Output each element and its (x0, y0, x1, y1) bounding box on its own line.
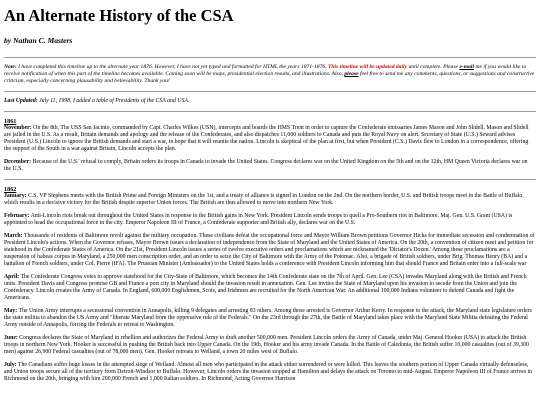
entry-month: February: (4, 213, 30, 219)
please-link[interactable]: please (344, 71, 359, 77)
divider (4, 179, 536, 180)
entry-text: Anti-Lincoln riots break out throughout the United States in response to the British gains in New York. President Lincoln sends troops to quell a Pro-Southern riot in Baltimore. Maj. Gen. U.S. Grant (USA) is appointed to head the occupational force in the city. Emperor Napoleon III of France, a Confederate supporter and British ally, declares war on the U.S. (4, 213, 513, 226)
entry-text: C.S. VP Stephens meets with the British Prime and Foreign Ministers on the 1st, and a treaty of alliance is signed in London on the 2nd. On the northern border, U.S. and British troops meet in the Battle of Buffalo, which results in a decisive victory for the British despite superior Union forces. The British are thus allowed to move into northern New York. (4, 193, 524, 206)
note-text-3: me if you would like to receive notification of when this part of the timeline becomes available. Coming soon will be maps, presidential election results, and illustrations. Also, (4, 64, 527, 77)
timeline-entry (4, 233, 536, 268)
divider (4, 91, 536, 92)
year-heading: 1861 (4, 118, 17, 125)
entry-text: On the 8th, The USS San Jacinto, commanded by Capt. Charles Wilkes (USN), intercepts and boards the HMS Trent in order to capture the Confederate emissaries James Mason and John Slidell. Mason and Slidell are jailed in the U.S. As a result, Britain demands and apology and the release of the Confederates, and also dispatches 11,000 soldiers to Canada and puts the Royal Navy on alert. Secretary of State (U.S.) Seward advises President (U.S.) Lincoln to ignore the British demands and start a war, in hope that it will reunite the nation. Lincoln is skeptical of the plan at first, but when President (C.S.) Davis flew to London in a correspondence, offering the support of the South in a war against Britain, Lincoln accepts the plan. (4, 125, 529, 152)
divider (4, 57, 536, 58)
last-updated-text: July 11, 1998. I added a table of Presidents of the CSA and USA. (37, 98, 190, 104)
entry-text: The Confederate Congress votes to approve statehood for the City-State of Baltimore, which becomes the 14th Confederate state on the 7th of April. Gen. Lee (CSA) invades Maryland along with the British and French units. President Davis and Congress promise GB and France a port city in Maryland should the invasion result in annexation. Gen. Lee invites the State of Maryland upon his invasion to secede from the Union and join the Confederacy. Lincoln creates the Army of Canada. In England, 600,000 Englishmen, Scots, and Irishmen are recruited for the North American War. An additional 100,000 Indians volunteer to defend Canada and fight the Americans. (4, 274, 527, 301)
note-text-4: feel free to send me any comments, questions, or suggestions and constructive criticism, especially concerning plausability and believability. Thank you! (4, 71, 535, 84)
entry-text: Because of the U.S.' refusal to comply, Britain orders its troops in Canada to invade the United States. Congress declares war on the United Kingdom on the 5th and on the 12th, HM Queen Victoria declares war on the U.S. (4, 159, 528, 172)
update-notice: This timeline will be updated daily (327, 64, 408, 70)
entry-month: May: (4, 308, 18, 314)
entry-text: The Canadians suffer huge losses in the attempted siege of Welland. Almost all men who participated in the attack either surrendered or were killed. This leaves the southern portion of Upper Canada virtually defenseless, and Union troops secure all of the territory from Detroit-Windsor to Buffalo. However, Lincoln orders the invasion stopped at Hamilton and delays the attack on Toronto to mid-August. Emperor Napoleon III of France arrives in Richmond on the 20th, bringing with him 200,000 French and 1,000 Italian soldiers. In Richmond, Acting Governor Harrison (4, 362, 533, 382)
entry-month: June: (4, 335, 18, 341)
note-paragraph (4, 64, 536, 85)
entry-month: July: (4, 362, 17, 368)
note-text-2: until complete. Please (407, 64, 460, 70)
year-section-1861 (4, 118, 536, 173)
year-section-1862 (4, 186, 536, 383)
timeline-entry (4, 213, 536, 227)
entry-month: December: (4, 159, 32, 165)
entry-month: January: (4, 193, 27, 199)
note-lead: Note: (4, 64, 17, 70)
entry-text: Thousands of residents of Baltimore revolt against the military occupation. These civilians defeat the occupational force and Mayor William Brown petitions Governor Hicks for immediate secession and condemnation of President Lincoln's actions. When the Governor refuses, Mayor Brown issues a declaration of independence from the State of Maryland and the United States of America. On the 20th, a convention of citizen meet and petition for statehood in the Confederate States of America. On the 21st, President Lincoln issues a series of twelve executive orders and proclamations which are nicknamed the 'Dictator's Dozen.' Among these proclamations are a suspension of habeas corpus in Maryland, a 250,000 men conscription order, and an order to seize the City of Baltimore with the Army of the Potomac. Also, a brigade of British soldiers, under Brig. Thomas Henry (BA) and a battalion of French soldiers, under Col. Pierre (IFA). The Prussian Minister (Ambassador) to the United States holds a conference with President Lincoln informing him that should France and Britain enter into a full-scale war (4, 233, 535, 267)
timeline-entry (4, 125, 536, 153)
year-heading: 1862 (4, 186, 17, 193)
page-title: An Alternate History of the CSA (4, 6, 234, 25)
divider (4, 111, 536, 112)
timeline-entry (4, 159, 536, 173)
entry-month: March: (4, 233, 23, 239)
timeline-entry (4, 274, 536, 302)
entry-text: The Union Army interrupts a secessional convention in Annapolis, killing 9 delegates and arresting 83 others. Among those arrested is Governor Arthur Kerry. In response to the attack, the Maryland state legislature orders the state militia to abandon the US Army and "liberate Maryland from the oppressive rule of the Federals." On the 23rd through the 27th, the Battle of Maryland takes place with the Maryland State Militia defeating the Federal Army outside of Annapolis, forcing the Federals to retreat to Washington. (4, 308, 532, 328)
last-updated (4, 98, 536, 105)
note-text-1: I have completed this timeline up to the alternate year 1876. However, I have not yet typed and formatted for HTML the years 1871-1876. (16, 64, 328, 70)
timeline-entry (4, 335, 536, 356)
entry-month: November: (4, 125, 32, 131)
entry-month: April: (4, 274, 20, 280)
last-updated-label: Last Updated: (4, 98, 38, 104)
timeline-entry (4, 193, 536, 207)
author-byline: by Nathan C. Masters (4, 36, 73, 45)
timeline-entry (4, 308, 536, 329)
entry-text: Congress declares the State of Maryland in rebellion and authorizes the Federal Army to draft another 500,000 men. President Lincoln orders the Army of Canada, under Maj. General Hooker (USA) to attack the British troops in northern New York. Hooker is successful in pushing the British back into Upper Canada. On the 19th, Hooker and his army invade Canada. In the Battle of Caledonia, the British suffer 10,000 casualties (out of 39,300 men) against 26,900 Federal casualties (out of 78,000 men). Gen. Hooker retreats to Welland, a town 20 miles west of Buffalo. (4, 335, 529, 355)
timeline-entry (4, 362, 536, 383)
email-link[interactable]: e-mail (459, 64, 475, 70)
